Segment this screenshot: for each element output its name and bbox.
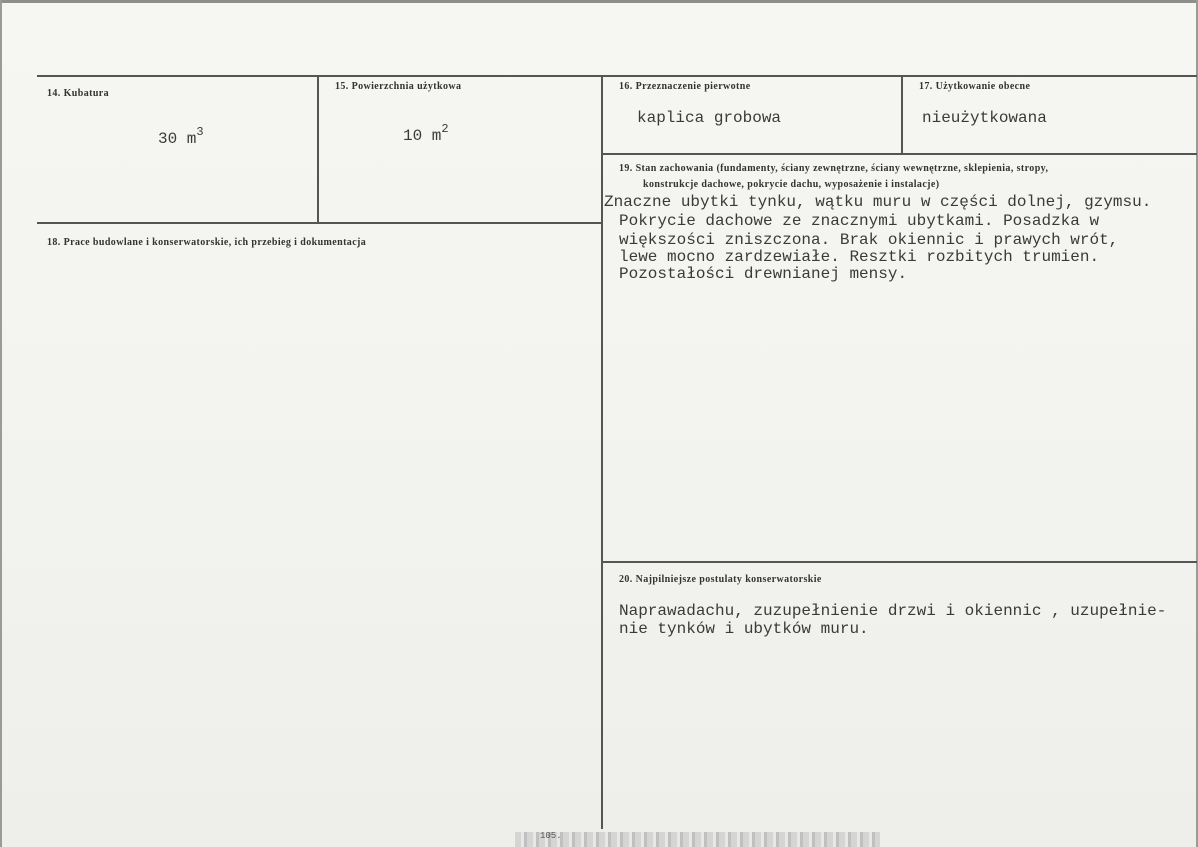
field-17-value: nieużytkowana [922, 109, 1047, 127]
field-14-label: 14. Kubatura [47, 88, 110, 99]
field-14-exponent: 3 [196, 125, 204, 139]
col-divider-16-17 [901, 75, 903, 154]
field-15-exponent: 2 [441, 122, 449, 136]
field-19-line: Pozostałości drewnianej mensy. [619, 265, 908, 283]
field-14-value-text: 30 m [158, 130, 197, 148]
field-19-line: większości zniszczona. Brak okiennic i prawych wrót, [619, 231, 1119, 249]
field-16-value: kaplica grobowa [637, 109, 782, 127]
row-divider-20 [602, 561, 1197, 563]
field-16-label: 16. Przeznaczenie pierwotne [619, 81, 751, 92]
col-divider-main [601, 75, 603, 829]
field-20-label: 20. Najpilniejsze postulaty konserwatorskie [619, 574, 822, 585]
field-19-label-line2: konstrukcje dachowe, pokrycie dachu, wyposażenie i instalacje) [643, 179, 940, 190]
field-15-value-text: 10 m [403, 127, 442, 145]
field-15-label: 15. Powierzchnia użytkowa [335, 81, 462, 92]
field-19-line: lewe mocno zardzewiałe. Resztki rozbitych trumien. [619, 248, 1100, 266]
col-divider-14-15 [317, 75, 319, 223]
field-18-label: 18. Prace budowlane i konserwatorskie, ich przebieg i dokumentacja [47, 237, 367, 248]
top-row-border [37, 75, 1197, 77]
field-19-line: Pokrycie dachowe ze znacznymi ubytkami. Posadzka w [619, 212, 1100, 230]
field-20-line: Naprawadachu, zuzupełnienie drzwi i okiennic , uzupełnie- [619, 602, 1167, 620]
field-17-label: 17. Użytkowanie obecne [919, 81, 1031, 92]
field-15-value [403, 122, 449, 145]
row-divider-19 [602, 153, 1197, 155]
sheet-top-edge [0, 0, 1198, 3]
field-19-label-line1: 19. Stan zachowania (fundamenty, ściany zewnętrzne, ściany wewnętrzne, sklepienia, stropy, [619, 163, 1049, 174]
scan-artifact-strip [515, 832, 880, 847]
field-14-value [158, 125, 204, 148]
scan-artifact-text: 105. [540, 831, 562, 841]
sheet-left-edge [0, 0, 2, 847]
field-19-line: Znaczne ubytki tynku, wątku muru w części dolnej, gzymsu. [604, 193, 1152, 211]
row-divider-18 [37, 222, 602, 224]
field-20-line: nie tynków i ubytków muru. [619, 620, 869, 638]
